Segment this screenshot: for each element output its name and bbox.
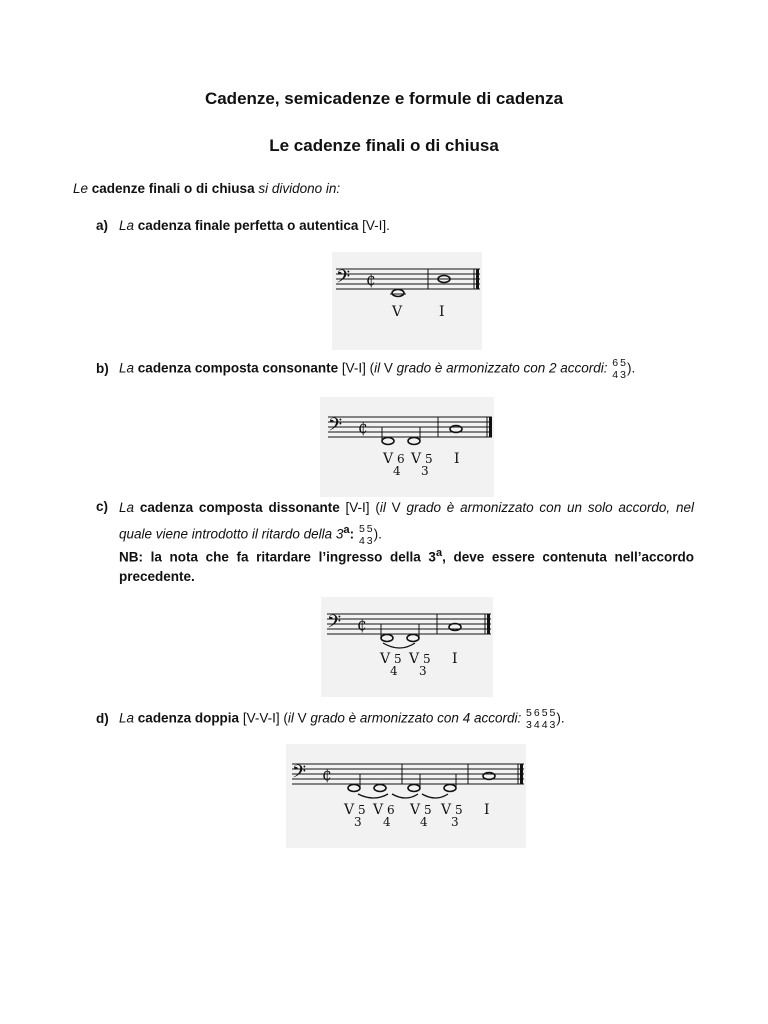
nb-note: NB: la nota che fa ritardare l’ingresso della 3$^a$, deve essere contenuta nell’accordo precedente. xyxy=(119,547,694,584)
svg-text:𝄢: 𝄢 xyxy=(327,612,342,637)
svg-text:V: V xyxy=(380,651,391,667)
svg-text:3: 3 xyxy=(421,464,429,478)
svg-text:V: V xyxy=(344,802,355,818)
svg-text:3: 3 xyxy=(451,815,459,829)
svg-text:V: V xyxy=(373,802,384,818)
figure-a-symbol-1: I xyxy=(439,304,445,320)
svg-text:₵: ₵ xyxy=(322,766,332,784)
page-title: Cadenze, semicadenze e formule di cadenza xyxy=(204,89,564,108)
svg-text:V: V xyxy=(383,451,394,467)
svg-text:5: 5 xyxy=(423,652,431,666)
score-c-svg xyxy=(321,597,493,697)
intro-text: Le cadenze finali o di chiusa si dividono in: xyxy=(73,181,341,196)
inline-figure-b-2: 5 3 xyxy=(620,357,626,381)
svg-text:5: 5 xyxy=(358,803,366,817)
svg-text:3: 3 xyxy=(419,664,427,678)
svg-text:₵: ₵ xyxy=(366,271,376,289)
svg-text:5: 5 xyxy=(425,452,433,466)
svg-text:𝄢: 𝄢 xyxy=(328,415,343,440)
svg-text:I: I xyxy=(452,651,458,667)
svg-text:I: I xyxy=(484,802,490,818)
svg-text:V: V xyxy=(441,802,452,818)
item-c-label: c) xyxy=(96,499,109,514)
item-c-text: La cadenza composta dissonante [V-I] (il V grado è armonizzato con un solo accordo, nel quale viene introdotto il ritardo della 3$^a$: 5 4 5 3 ). xyxy=(119,500,694,547)
svg-text:I: I xyxy=(454,451,460,467)
item-d: d) La cadenza doppia [V-V-I] (il V grado è armonizzato con 4 accordi: 5 3 6 4 5 4 5 3 ). xyxy=(96,707,565,731)
svg-text:5: 5 xyxy=(394,652,402,666)
score-b-svg xyxy=(320,397,494,497)
inline-figure-b-1: 6 4 xyxy=(612,357,619,381)
svg-text:4: 4 xyxy=(393,464,401,478)
svg-text:₵: ₵ xyxy=(358,419,368,437)
item-a: a) La cadenza finale perfetta o autentica [V-I]. xyxy=(96,218,390,233)
svg-text:5: 5 xyxy=(455,803,463,817)
svg-text:𝄢: 𝄢 xyxy=(292,762,307,787)
score-d-svg xyxy=(286,744,526,848)
svg-text:4: 4 xyxy=(390,664,398,678)
item-b: b) La cadenza composta consonante [V-I] (il V grado è armonizzato con 2 accordi: 6 4 5 3 ). xyxy=(96,357,636,381)
svg-text:₵: ₵ xyxy=(357,616,367,634)
score-figure-c xyxy=(321,597,493,697)
section-title: Le cadenze finali o di chiusa xyxy=(269,136,499,155)
svg-text:V: V xyxy=(411,451,422,467)
score-figure-b xyxy=(320,397,494,497)
svg-text:V: V xyxy=(409,651,420,667)
svg-text:6: 6 xyxy=(397,452,405,466)
score-figure-a xyxy=(332,252,482,350)
svg-text:V: V xyxy=(410,802,421,818)
svg-text:4: 4 xyxy=(420,815,428,829)
svg-text:4: 4 xyxy=(383,815,391,829)
score-figure-d xyxy=(286,744,526,848)
score-a-svg xyxy=(332,252,482,350)
svg-text:5: 5 xyxy=(424,803,432,817)
svg-text:3: 3 xyxy=(354,815,362,829)
figure-a-symbol-0: V xyxy=(392,304,403,320)
svg-text:6: 6 xyxy=(387,803,395,817)
svg-text:𝄢: 𝄢 xyxy=(336,267,351,292)
